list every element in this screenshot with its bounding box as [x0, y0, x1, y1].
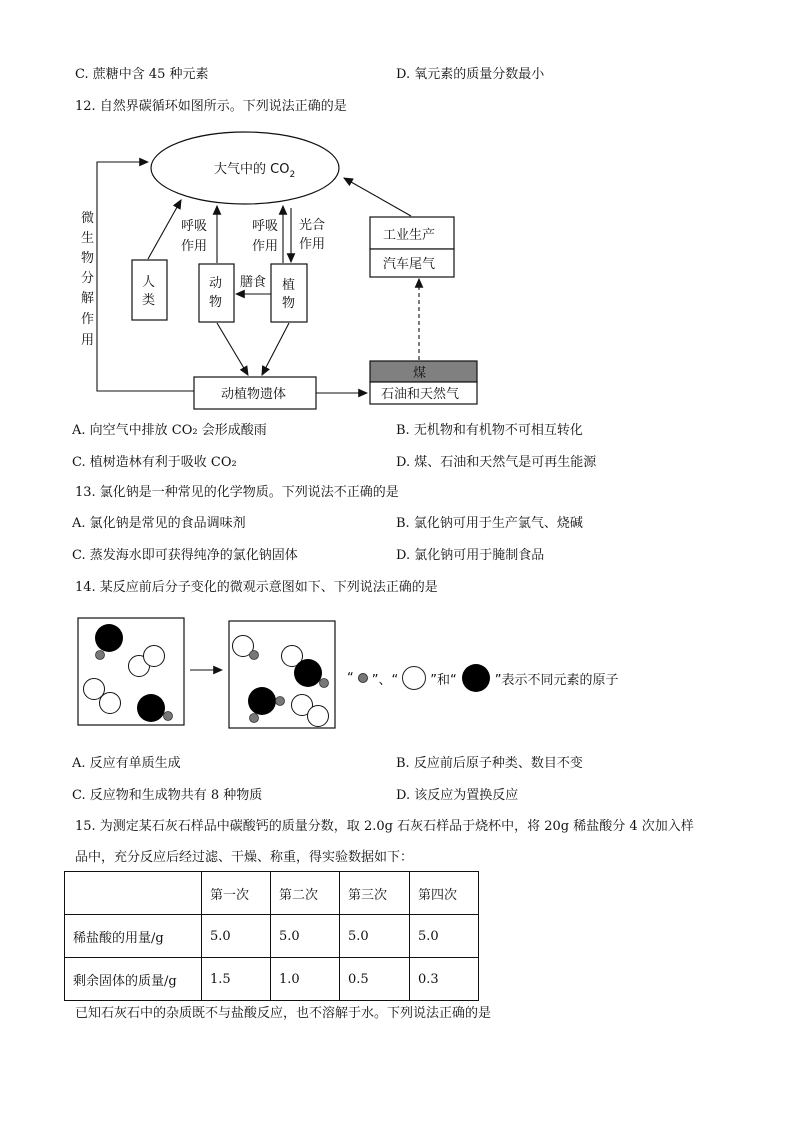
svg-text:用: 用	[81, 333, 95, 348]
svg-text:解: 解	[81, 291, 95, 306]
svg-text:作: 作	[81, 312, 95, 327]
black-atom-icon	[462, 664, 490, 692]
black-atom	[248, 687, 276, 715]
q14-option-c: C. 反应物和生成物共有 8 种物质	[72, 788, 263, 803]
animals-label-2: 物	[209, 295, 223, 310]
exhaust-label: 汽车尾气	[383, 257, 436, 272]
industry-label: 工业生产	[383, 228, 436, 243]
white-atom	[100, 693, 121, 714]
small-atom-icon	[358, 673, 368, 683]
q15-stem-line2: 品中，充分反应后经过滤、干燥、称重，得实验数据如下：	[75, 850, 414, 865]
small-atom	[250, 651, 259, 660]
arrow-humans-to-air	[148, 200, 181, 259]
animals-box	[199, 264, 234, 322]
humans-label-2: 类	[142, 293, 156, 308]
q12-option-c: C. 植树造林有利于吸收 CO₂	[72, 455, 237, 470]
respiration-label-2a: 呼吸	[252, 219, 279, 234]
respiration-label-1b: 作用	[181, 239, 208, 254]
white-atom	[308, 706, 329, 727]
oil-gas-label: 石油和天然气	[381, 387, 460, 402]
q13-option-c: C. 蒸发海水即可获得纯净的氯化钠固体	[72, 548, 298, 563]
arrow-industry-to-air	[344, 178, 411, 216]
photosynthesis-label-b: 作用	[299, 237, 326, 252]
q12-option-a: A. 向空气中排放 CO₂ 会形成酸雨	[72, 423, 267, 438]
small-atom	[96, 651, 105, 660]
small-atom	[320, 679, 329, 688]
table-row: 稀盐酸的用量/g 5.0 5.0 5.0 5.0	[65, 915, 479, 958]
black-atom	[137, 694, 165, 722]
arrow-plants-to-remains	[262, 323, 289, 375]
small-atom	[164, 712, 173, 721]
black-atom	[294, 659, 322, 687]
black-atom	[95, 624, 123, 652]
q15-data-table	[64, 871, 479, 1001]
plants-label-1: 植	[282, 278, 296, 293]
humans-box	[132, 260, 167, 320]
q13-option-d: D. 氯化钠可用于腌制食品	[396, 548, 545, 563]
q13-option-b: B. 氯化钠可用于生产氯气、烧碱	[396, 516, 583, 531]
q12-option-d: D. 煤、石油和天然气是可再生能源	[396, 455, 597, 470]
respiration-label-1a: 呼吸	[181, 219, 208, 234]
q14-option-a: A. 反应有单质生成	[72, 756, 181, 771]
molecule-diagram-before	[78, 618, 184, 725]
svg-text:物: 物	[81, 251, 95, 266]
table-row: 剩余固体的质量/g 1.5 1.0 0.5 0.3	[65, 958, 479, 1001]
q14-legend: “ ”、“ ”和“ ”表示不同元素的原子	[346, 662, 619, 694]
q12-stem: 12. 自然界碳循环如图所示。下列说法正确的是	[75, 99, 347, 114]
svg-text:微: 微	[81, 211, 95, 226]
q14-stem: 14. 某反应前后分子变化的微观示意图如下、下列说法正确的是	[75, 580, 438, 595]
atmosphere-label: 大气中的 $CO_2$	[214, 162, 296, 180]
small-atom	[250, 714, 259, 723]
q13-stem: 13. 氯化钠是一种常见的化学物质。下列说法不正确的是	[75, 485, 399, 500]
coal-label: 煤	[413, 366, 427, 381]
q15-stem-line1: 15. 为测定某石灰石样品中碳酸钙的质量分数，取 2.0g 石灰石样品于烧杯中，将 20g 稀盐酸分 4 次加入样	[75, 819, 694, 834]
microbe-label	[81, 210, 94, 348]
remains-label: 动植物遗体	[221, 387, 287, 402]
table-header-row: 第一次 第二次 第三次 第四次	[65, 872, 479, 915]
svg-text:分: 分	[81, 271, 95, 286]
q15-note: 已知石灰石中的杂质既不与盐酸反应，也不溶解于水。下列说法正确的是	[75, 1006, 492, 1021]
arrow-animals-to-remains	[217, 323, 248, 375]
q13-option-a: A. 氯化钠是常见的食品调味剂	[72, 516, 246, 531]
photosynthesis-label-a: 光合	[299, 218, 326, 233]
humans-label-1: 人	[142, 275, 156, 290]
q11-option-c: C. 蔗糖中含 45 种元素	[75, 67, 209, 82]
q14-option-b: B. 反应前后原子种类、数目不变	[396, 756, 583, 771]
respiration-label-2b: 作用	[252, 239, 279, 254]
svg-text:生: 生	[81, 231, 95, 246]
plants-box	[271, 264, 307, 322]
q14-option-d: D. 该反应为置换反应	[396, 788, 519, 803]
feeding-label: 膳食	[240, 275, 267, 290]
molecule-diagram-after	[229, 621, 335, 728]
small-atom	[276, 697, 285, 706]
plants-label-2: 物	[282, 296, 296, 311]
q11-option-d: D. 氧元素的质量分数最小	[396, 67, 545, 82]
white-atom	[144, 646, 165, 667]
white-atom-icon	[402, 666, 426, 690]
animals-label-1: 动	[209, 276, 223, 291]
q12-option-b: B. 无机物和有机物不可相互转化	[396, 423, 583, 438]
